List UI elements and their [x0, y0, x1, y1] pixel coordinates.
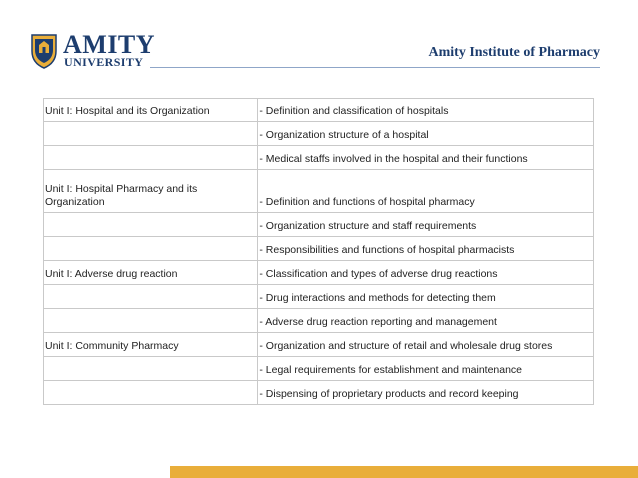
table-row	[44, 122, 594, 146]
topic-cell: - Dispensing of proprietary products and record keeping	[258, 381, 594, 405]
unit-cell: Unit I: Community Pharmacy	[44, 333, 258, 357]
unit-cell	[44, 213, 258, 237]
topic-cell: - Legal requirements for establishment and maintenance	[258, 357, 594, 381]
footer-accent-bar	[170, 466, 638, 478]
unit-cell	[44, 309, 258, 333]
university-crest-icon	[30, 31, 58, 69]
unit-cell	[44, 381, 258, 405]
logo-wordmark: AMITY	[63, 30, 156, 59]
unit-cell	[44, 357, 258, 381]
table-row	[44, 357, 594, 381]
logo-subtitle: UNIVERSITY	[64, 55, 144, 69]
unit-cell: Unit I: Hospital and its Organization	[44, 99, 258, 122]
topic-cell: - Classification and types of adverse drug reactions	[258, 261, 594, 285]
unit-cell	[44, 146, 258, 170]
topic-cell: - Definition and functions of hospital pharmacy	[258, 170, 594, 213]
table-row	[44, 261, 594, 285]
topic-cell: - Adverse drug reaction reporting and management	[258, 309, 594, 333]
header-divider	[150, 67, 600, 68]
topic-cell: - Organization structure and staff requirements	[258, 213, 594, 237]
unit-cell: Unit I: Adverse drug reaction	[44, 261, 258, 285]
institute-title: Amity Institute of Pharmacy	[428, 45, 600, 60]
topic-cell: - Definition and classification of hospitals	[258, 99, 594, 122]
unit-cell	[44, 122, 258, 146]
table-row	[44, 285, 594, 309]
table-row	[44, 99, 594, 122]
units-table	[43, 98, 594, 405]
topic-cell: - Organization structure of a hospital	[258, 122, 594, 146]
table-row	[44, 237, 594, 261]
unit-cell: Unit I: Hospital Pharmacy and its Organization	[44, 170, 258, 213]
topic-cell: - Responsibilities and functions of hospital pharmacists	[258, 237, 594, 261]
table-row	[44, 213, 594, 237]
amity-logo	[30, 30, 156, 71]
topic-cell: - Medical staffs involved in the hospital and their functions	[258, 146, 594, 170]
topic-cell: - Organization and structure of retail and wholesale drug stores	[258, 333, 594, 357]
topic-cell: - Drug interactions and methods for detecting them	[258, 285, 594, 309]
unit-cell	[44, 237, 258, 261]
table-row	[44, 170, 594, 213]
table-row	[44, 146, 594, 170]
table-row	[44, 309, 594, 333]
table-row	[44, 333, 594, 357]
table-row	[44, 381, 594, 405]
unit-cell	[44, 285, 258, 309]
